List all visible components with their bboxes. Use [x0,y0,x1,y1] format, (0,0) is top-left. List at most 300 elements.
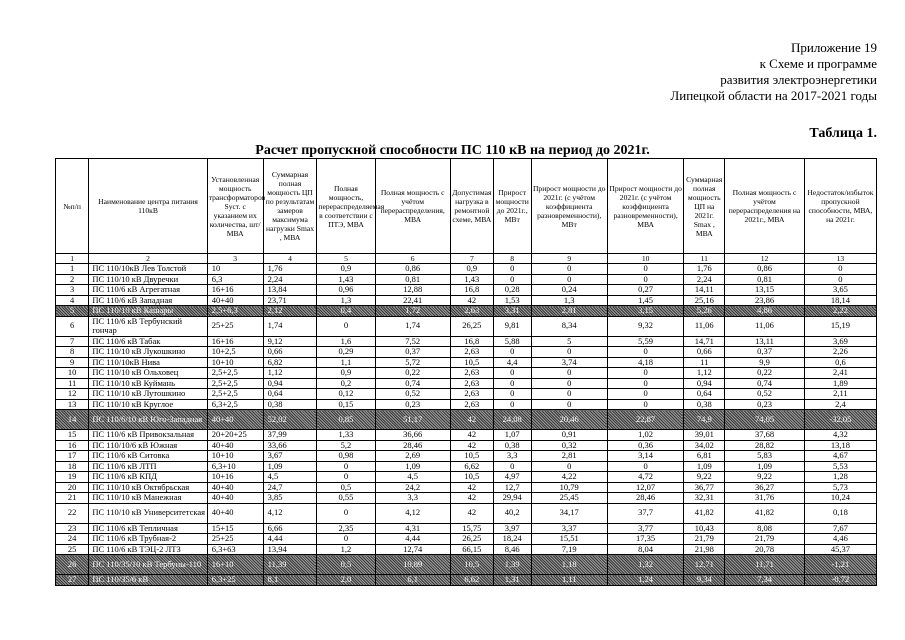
substation-name-cell: ПС 110/6/10 кВ Юго-Западная [89,410,207,430]
value-cell: 0,23 [375,399,450,410]
value-cell: 1,24 [607,575,683,586]
substation-name-cell: ПС 110/6 кВ Тербунский гончар [89,316,207,336]
value-cell: 3,31 [493,306,531,317]
value-cell: 0,22 [375,368,450,379]
column-number: 1 [56,254,89,264]
table-row [56,347,877,358]
value-cell: 0,36 [607,440,683,451]
row-number-cell: 14 [56,410,89,430]
value-cell: 6,3+10 [207,461,263,472]
value-cell: 1,11 [531,575,607,586]
value-cell: 5,83 [725,451,805,462]
value-cell: 7,34 [725,575,805,586]
table-row [56,410,877,430]
value-cell: 0 [493,389,531,400]
value-cell: 3,14 [607,451,683,462]
value-cell: 15+15 [207,523,263,534]
value-cell: 0 [317,316,375,336]
value-cell: 0 [317,461,375,472]
value-cell: 0 [607,378,683,389]
value-cell: 0,38 [493,440,531,451]
value-cell: 3,97 [493,523,531,534]
value-cell: 51,17 [375,410,450,430]
value-cell: 4,4 [493,357,531,368]
value-cell: 10+2,5 [207,347,263,358]
value-cell: 0,29 [317,347,375,358]
substation-name-cell: ПС 110/10 кВ Круглое [89,399,207,410]
value-cell: 0 [493,461,531,472]
column-header: Суммарная полная мощность ЦП по результатам замеров максимума нагрузки Smax , МВА [263,159,317,254]
table-row [56,368,877,379]
table-row [56,336,877,347]
value-cell: 4,86 [725,306,805,317]
value-cell: 2,81 [531,306,607,317]
value-cell: 34,02 [684,440,725,451]
value-cell: 0 [607,264,683,275]
value-cell: 25,16 [684,295,725,306]
value-cell: 5,59 [607,336,683,347]
value-cell: 4,32 [804,430,876,441]
value-cell: 1,43 [450,274,493,285]
value-cell: 0,24 [531,285,607,296]
value-cell: 28,82 [725,440,805,451]
value-cell: 0 [493,399,531,410]
value-cell: 0,64 [684,389,725,400]
value-cell: 1,09 [263,461,317,472]
row-number-cell: 17 [56,451,89,462]
substation-name-cell: ПС 110/35/6 кВ [89,575,207,586]
value-cell: 8,1 [263,575,317,586]
value-cell: 16+10 [207,555,263,575]
value-cell: 16,8 [450,285,493,296]
value-cell: 6,81 [684,451,725,462]
value-cell: 0,52 [725,389,805,400]
row-number-cell: 16 [56,440,89,451]
value-cell: 8,08 [725,523,805,534]
value-cell: 36,27 [725,482,805,493]
value-cell: 4,67 [804,451,876,462]
value-cell: 2,24 [684,274,725,285]
substation-name-cell: ПС 110/6 кВ Западная [89,295,207,306]
value-cell: 0,27 [607,285,683,296]
value-cell: 25+25 [207,316,263,336]
value-cell: 66,15 [450,544,493,555]
value-cell: 24,7 [263,482,317,493]
value-cell: 11,06 [725,316,805,336]
value-cell: 14,71 [684,336,725,347]
column-number: 11 [684,254,725,264]
value-cell: 2,81 [531,451,607,462]
value-cell: 1,2 [317,544,375,555]
value-cell: 0,5 [317,482,375,493]
value-cell: 0,52 [375,389,450,400]
value-cell: 8,34 [531,316,607,336]
value-cell: 4,46 [804,534,876,545]
value-cell: 3,85 [263,493,317,504]
table-row [56,264,877,275]
column-number: 13 [804,254,876,264]
value-cell: 9,22 [684,472,725,483]
value-cell: 23,86 [725,295,805,306]
value-cell: 23,71 [263,295,317,306]
column-header: Допустимая нагрузка в ремонтной схеме, МВА [450,159,493,254]
value-cell: 9,9 [725,357,805,368]
value-cell: 1,33 [317,430,375,441]
row-number-cell: 23 [56,523,89,534]
value-cell: 4,97 [493,472,531,483]
table-row [56,575,877,586]
value-cell: 18,14 [804,295,876,306]
row-number-cell: 26 [56,555,89,575]
value-cell: 5,72 [375,357,450,368]
value-cell: 16+16 [207,336,263,347]
value-cell: 5,2 [317,440,375,451]
value-cell: 10,89 [375,555,450,575]
value-cell: 6,3+2,5 [207,399,263,410]
value-cell: 0,23 [725,399,805,410]
capacity-table [55,158,877,586]
value-cell: 10,5 [450,555,493,575]
value-cell: 2,35 [317,523,375,534]
column-number: 4 [263,254,317,264]
column-header: Прирост мощности до 2021г., МВт [493,159,531,254]
substation-name-cell: ПС 110/6 кВ Табак [89,336,207,347]
column-number: 12 [725,254,805,264]
value-cell: 0 [493,274,531,285]
value-cell: 0 [493,368,531,379]
value-cell: 41,82 [725,503,805,523]
table-row [56,482,877,493]
table-row [56,430,877,441]
value-cell: 8,04 [607,544,683,555]
value-cell: 16+16 [207,285,263,296]
value-cell: 0,66 [263,347,317,358]
value-cell: 2,22 [804,306,876,317]
column-number: 6 [375,254,450,264]
substation-name-cell: ПС 110/10 кВ Лукошкино [89,347,207,358]
value-cell: 39,01 [684,430,725,441]
value-cell: 7,19 [531,544,607,555]
row-number-cell: 20 [56,482,89,493]
value-cell: 4,12 [263,503,317,523]
appendix-line: развития электроэнергетики [720,72,877,87]
value-cell: 2,63 [450,389,493,400]
value-cell: 0 [493,264,531,275]
value-cell: 0,74 [725,378,805,389]
substation-name-cell: ПС 110/10кВ Нива [89,357,207,368]
value-cell: 20,46 [531,410,607,430]
value-cell: 11,39 [263,555,317,575]
value-cell: 0 [531,274,607,285]
value-cell: 0,22 [725,368,805,379]
value-cell: 13,84 [263,285,317,296]
value-cell: 2,24 [263,274,317,285]
value-cell: 2,5+2,5 [207,378,263,389]
value-cell: 0,98 [317,451,375,462]
value-cell: 5,88 [493,336,531,347]
column-header: Наименование центра питания 110кВ [89,159,207,254]
value-cell: 26,25 [450,534,493,545]
value-cell: 0 [607,399,683,410]
value-cell: 6,3 [207,274,263,285]
value-cell: 4,18 [607,357,683,368]
value-cell: 12,74 [375,544,450,555]
value-cell: 6,62 [450,575,493,586]
column-number: 9 [531,254,607,264]
substation-name-cell: ПС 110/10 кВ Манежная [89,493,207,504]
table-row [56,316,877,336]
value-cell: 7,52 [375,336,450,347]
value-cell: 0,5 [317,555,375,575]
value-cell: 12,7 [493,482,531,493]
value-cell: 42 [450,503,493,523]
value-cell: 18,24 [493,534,531,545]
table-header-row [56,159,877,254]
column-header: Прирост мощности до 2021г. (с учётом коэффициента разновременности), МВА [607,159,683,254]
value-cell: 1,3 [531,295,607,306]
value-cell: 32,31 [684,493,725,504]
value-cell: 2,63 [450,347,493,358]
value-cell: 1,76 [684,264,725,275]
appendix-line: к Схеме и программе [759,56,877,71]
value-cell: 15,75 [450,523,493,534]
value-cell: 10+10 [207,357,263,368]
value-cell: -1,21 [804,555,876,575]
value-cell: 11,06 [684,316,725,336]
value-cell: 21,79 [725,534,805,545]
value-cell: 42 [450,295,493,306]
value-cell: 2,11 [804,389,876,400]
row-number-cell: 3 [56,285,89,296]
column-number-row [56,254,877,264]
row-number-cell: 5 [56,306,89,317]
value-cell: 10,24 [804,493,876,504]
column-header: Полная мощность с учётом перераспределения, МВА [375,159,450,254]
row-number-cell: 10 [56,368,89,379]
substation-name-cell: ПС 110/6 кВ Привокзальная [89,430,207,441]
value-cell: 0 [493,347,531,358]
column-header: Полная мощность с учётом перераспределения на 2021г., МВА [725,159,805,254]
value-cell: 2,0 [317,575,375,586]
value-cell: 1,12 [263,368,317,379]
value-cell: 1,12 [684,368,725,379]
table-label: Таблица 1. [809,126,877,141]
value-cell: 4,22 [531,472,607,483]
value-cell: 0 [531,389,607,400]
value-cell: 24,08 [493,410,531,430]
row-number-cell: 9 [56,357,89,368]
row-number-cell: 27 [56,575,89,586]
row-number-cell: 24 [56,534,89,545]
value-cell: 6,3+25 [207,575,263,586]
table-row [56,285,877,296]
value-cell: 2,5+6,3 [207,306,263,317]
substation-name-cell: ПС 110/6 кВ ЛТП [89,461,207,472]
value-cell: 3,67 [263,451,317,462]
row-number-cell: 19 [56,472,89,483]
value-cell: 3,3 [493,451,531,462]
table-row [56,357,877,368]
value-cell: 0,38 [263,399,317,410]
value-cell: 0,86 [375,264,450,275]
substation-name-cell: ПС 110/6 кВ Агрегатная [89,285,207,296]
value-cell: 36,77 [684,482,725,493]
value-cell: 6,82 [263,357,317,368]
value-cell: 3,65 [804,285,876,296]
value-cell: 1,1 [317,357,375,368]
value-cell: 7,67 [804,523,876,534]
value-cell: 0,85 [317,410,375,430]
value-cell: 42 [450,493,493,504]
value-cell: 40+40 [207,503,263,523]
value-cell: 34,17 [531,503,607,523]
row-number-cell: 25 [56,544,89,555]
row-number-cell: 13 [56,399,89,410]
value-cell: 0,81 [725,274,805,285]
value-cell: 0,91 [531,430,607,441]
table-row [56,306,877,317]
value-cell: 1,07 [493,430,531,441]
document-title: Расчет пропускной способности ПС 110 кВ на период до 2021г. [255,143,650,158]
column-number: 5 [317,254,375,264]
row-number-cell: 18 [56,461,89,472]
value-cell: 28,46 [375,440,450,451]
table-row [56,555,877,575]
value-cell: 15,19 [804,316,876,336]
value-cell: 0,9 [317,264,375,275]
value-cell: 42 [450,482,493,493]
row-number-cell: 15 [56,430,89,441]
value-cell: 3,15 [607,306,683,317]
value-cell: 40,2 [493,503,531,523]
table-row [56,295,877,306]
substation-name-cell: ПС 110/10 кВ Ольховец [89,368,207,379]
value-cell: 40+40 [207,440,263,451]
substation-name-cell: ПС 110/6 кВ ТЭЦ-2 ЛТЗ [89,544,207,555]
value-cell: 22,87 [607,410,683,430]
value-cell: 10,43 [684,523,725,534]
value-cell: 1,43 [317,274,375,285]
value-cell: 52,02 [263,410,317,430]
value-cell: 4,31 [375,523,450,534]
value-cell: 0,28 [493,285,531,296]
value-cell: 22,41 [375,295,450,306]
value-cell: 74,05 [725,410,805,430]
value-cell: 42 [450,410,493,430]
value-cell: 42 [450,430,493,441]
table-row [56,440,877,451]
value-cell: 0,81 [375,274,450,285]
value-cell: 0,9 [317,368,375,379]
value-cell: 2,41 [804,368,876,379]
value-cell: 1,45 [607,295,683,306]
value-cell: 40+40 [207,295,263,306]
row-number-cell: 12 [56,389,89,400]
value-cell: 5 [531,336,607,347]
value-cell: 8,46 [493,544,531,555]
value-cell: 2,63 [450,368,493,379]
value-cell: 10+16 [207,472,263,483]
value-cell: 12,71 [684,555,725,575]
value-cell: 0,64 [263,389,317,400]
value-cell: 28,46 [607,493,683,504]
table-row [56,544,877,555]
value-cell: 10,5 [450,357,493,368]
value-cell: 4,44 [375,534,450,545]
value-cell: 33,66 [263,440,317,451]
value-cell: 0,66 [684,347,725,358]
value-cell: 11 [684,357,725,368]
value-cell: 1,72 [375,306,450,317]
column-header: Прирост мощности до 2021г. (с учётом коэффициента разновременности), МВт [531,159,607,254]
value-cell: 5,26 [684,306,725,317]
value-cell: 25+25 [207,534,263,545]
value-cell: 26,25 [450,316,493,336]
substation-name-cell: ПС 110/10 кВ Куймань [89,378,207,389]
value-cell: 2,12 [263,306,317,317]
value-cell: 0 [804,264,876,275]
value-cell: 17,35 [607,534,683,545]
row-number-cell: 4 [56,295,89,306]
value-cell: 36,66 [375,430,450,441]
value-cell: 37,68 [725,430,805,441]
value-cell: 0,94 [263,378,317,389]
value-cell: 10+10 [207,451,263,462]
value-cell: 1,3 [317,295,375,306]
table-row [56,534,877,545]
value-cell: 6,66 [263,523,317,534]
column-header: Недостаток/избыток пропускной способности, МВА, на 2021г. [804,159,876,254]
value-cell: 13,18 [804,440,876,451]
value-cell: 0 [531,368,607,379]
value-cell: 40+40 [207,482,263,493]
appendix-line: Липецкой области на 2017-2021 годы [670,88,877,103]
value-cell: 13,94 [263,544,317,555]
value-cell: 4,5 [263,472,317,483]
value-cell: 10 [207,264,263,275]
value-cell: 1,09 [375,461,450,472]
value-cell: 9,34 [684,575,725,586]
column-number: 7 [450,254,493,264]
value-cell: 0 [531,399,607,410]
value-cell: 29,94 [493,493,531,504]
value-cell: 40+40 [207,493,263,504]
value-cell: 4,12 [375,503,450,523]
column-header: Полная мощность, перераспределяемая в соответствии с ПТЭ, МВА [317,159,375,254]
substation-name-cell: ПС 110/10 кВ Университетская [89,503,207,523]
column-header: Суммарная полная мощность ЦП на 2021г. Smax , МВА [684,159,725,254]
substation-name-cell: ПС 110/10 кВ Октябрьская [89,482,207,493]
value-cell: 0,38 [684,399,725,410]
value-cell: 6,62 [450,461,493,472]
value-cell: 2,5+2,5 [207,368,263,379]
substation-name-cell: ПС 110/10/6 кВ Южная [89,440,207,451]
row-number-cell: 11 [56,378,89,389]
value-cell: 6,3+63 [207,544,263,555]
substation-name-cell: ПС 110/10 кВ Лутошкино [89,389,207,400]
value-cell: 20+20+25 [207,430,263,441]
value-cell: 3,69 [804,336,876,347]
value-cell: 2,63 [450,306,493,317]
value-cell: 1,31 [493,575,531,586]
substation-name-cell: ПС 110/6 кВ Тепличная [89,523,207,534]
value-cell: 0 [607,389,683,400]
value-cell: 9,32 [607,316,683,336]
value-cell: 0,6 [804,357,876,368]
value-cell: 42 [450,440,493,451]
value-cell: 9,12 [263,336,317,347]
table-row [56,503,877,523]
